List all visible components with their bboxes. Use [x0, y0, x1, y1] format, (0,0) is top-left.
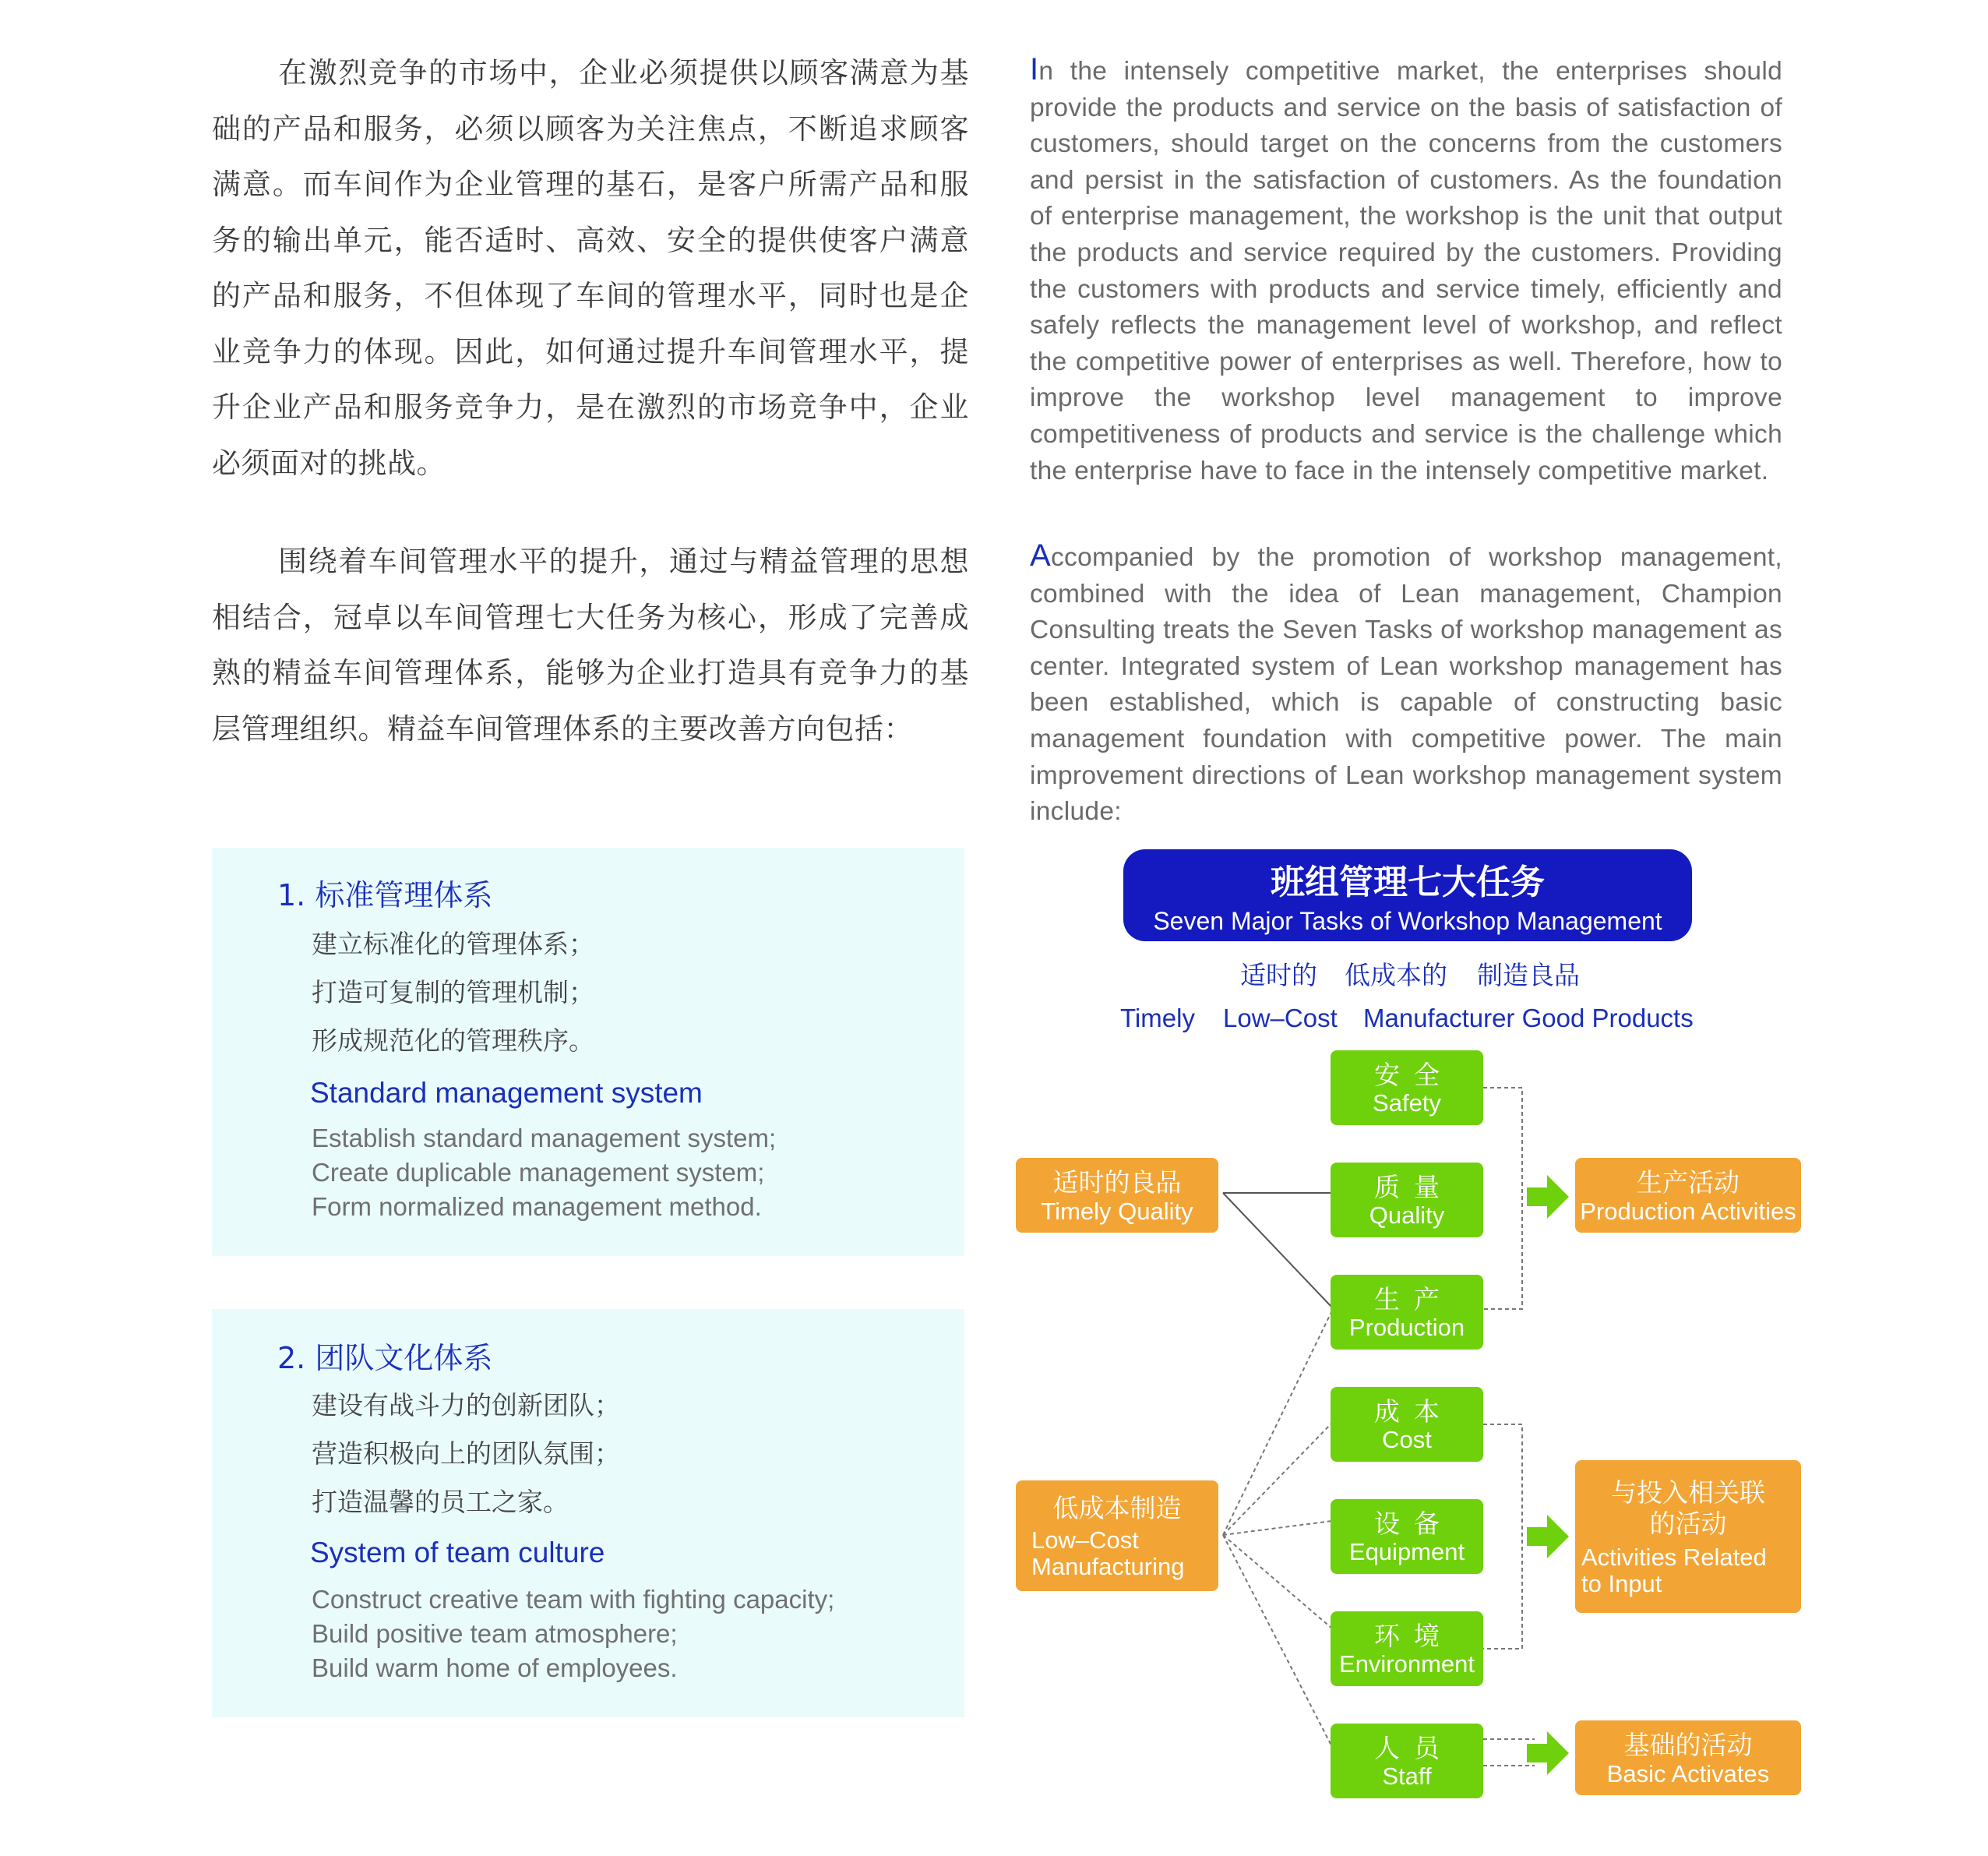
connector-line: [1223, 1311, 1332, 1535]
cn-paragraph-1-text: 在激烈竞争的市场中，企业必须提供以顾客满意为基础的产品和服务，必须以顾客为关注焦点，不断追求顾客满意。而车间作为企业管理的基石，是客户所需产品和服务的输出单元，能否适时、高效、安全的提供使客户满意的产品和服务，不但体现了车间的管理水平，同时也是企业竞争力的体现。因此，如何通过提升车间管理水平，提升企业产品和服务竞争力，是在激烈的市场竞争中，企业必须面对的挑战。: [212, 56, 969, 480]
task-label-cn: 质量: [1374, 1172, 1454, 1202]
cn-paragraph-2-text: 围绕着车间管理水平的提升，通过与精益管理的思想相结合，冠卓以车间管理七大任务为核心，形成了完善成熟的精益车间管理体系，能够为企业打造具有竞争力的基层管理组织。精益车间管理体系的主要改善方向包括：: [212, 545, 969, 746]
node-label-en: to Input: [1581, 1570, 1662, 1597]
arrow-icon: [1527, 1175, 1569, 1219]
task-label-cn: 人员: [1374, 1733, 1454, 1763]
box-en-item: Construct creative team with fighting capacity;: [312, 1585, 835, 1614]
node-label-cn: 低成本制造: [1052, 1493, 1182, 1523]
box-cn-title: 1. 标准管理体系: [277, 878, 493, 912]
box-en-item: Build warm home of employees.: [312, 1653, 678, 1682]
task-equipment: [1331, 1499, 1483, 1574]
task-label-en: Production: [1348, 1314, 1465, 1341]
box-cn-title: 2. 团队文化体系: [277, 1341, 493, 1375]
cn-paragraph-1: [212, 45, 969, 491]
box-en-title: Standard management system: [310, 1077, 703, 1109]
task-label-en: Equipment: [1348, 1538, 1465, 1565]
node-label-en: Production Activities: [1580, 1198, 1796, 1225]
box-en-title: System of team culture: [310, 1537, 605, 1568]
node-label-en: Activities Related: [1581, 1544, 1767, 1571]
drop-initial: I: [1030, 52, 1039, 86]
en-paragraph-1: [1030, 51, 1782, 489]
diagram-header: [1123, 849, 1692, 941]
task-label-en: Staff: [1382, 1762, 1432, 1790]
standard-management-box: [212, 848, 964, 1256]
node-label-cn: 与投入相关联: [1611, 1477, 1765, 1508]
node-production-activities: [1575, 1158, 1801, 1233]
task-label-cn: 设备: [1374, 1508, 1454, 1539]
task-label-cn: 环境: [1374, 1621, 1454, 1651]
en-paragraph-2-text: ccompanied by the promotion of workshop management, combined with the idea of Lean management, Champion Consulting treats the Seven Tasks of workshop management as center. Integrated system of Lean workshop management has been established, which is capable of constructing basic management foundation with competitive power. The main improvement directions of Lean workshop management system include:: [1030, 543, 1782, 827]
node-timely-quality: [1016, 1158, 1218, 1233]
task-label-en: Safety: [1373, 1089, 1441, 1117]
en-paragraph-2: [1030, 538, 1782, 831]
team-culture-box: [212, 1309, 964, 1717]
node-label-cn: 适时的良品: [1052, 1167, 1182, 1198]
node-label-en: Timely Quality: [1041, 1198, 1193, 1225]
subtitle-en: Low–Cost: [1223, 1004, 1338, 1032]
box-en-item: Build positive team atmosphere;: [312, 1619, 678, 1648]
task-label-en: Quality: [1369, 1201, 1445, 1229]
en-paragraph-1-text: n the intensely competitive market, the enterprises should provide the products and service on the basis of satisfaction of customers, should target on the concerns from the customers and persist in the satisfaction of customers. As the foundation of enterprise management, the workshop is the unit that output the products and service required by the customers. Providing the customers with products and service timely, efficiently and safely reflects the management level of workshop, and reflect the competitive power of enterprises as well. Therefore, how to improve the workshop level management to improve competitiveness of products and service is the challenge which the enterprise have to face in the intensely competitive market.: [1030, 57, 1782, 485]
seven-tasks-diagram: [1005, 849, 1831, 1800]
diagram-title-en: Seven Major Tasks of Workshop Management: [1153, 907, 1662, 935]
arrow-icon: [1527, 1515, 1569, 1558]
node-label-en: Low–Cost: [1031, 1526, 1139, 1554]
arrow-icon: [1527, 1731, 1569, 1775]
task-label-en: Cost: [1382, 1426, 1432, 1453]
bracket-1: [1483, 1088, 1522, 1309]
task-production: [1331, 1275, 1483, 1350]
diagram-title-cn: 班组管理七大任务: [1271, 863, 1545, 902]
task-safety: [1331, 1050, 1483, 1125]
connector-line: [1223, 1423, 1332, 1535]
bracket-2: [1483, 1424, 1522, 1649]
box-cn-item: 形成规范化的管理秩序。: [312, 1025, 594, 1056]
node-label-cn: 生产活动: [1637, 1167, 1740, 1198]
box-en-item: Establish standard management system;: [312, 1124, 777, 1152]
box-cn-item: 打造可复制的管理机制；: [312, 977, 594, 1007]
task-label-cn: 成本: [1374, 1396, 1454, 1427]
box-cn-item: 打造温馨的员工之家。: [312, 1487, 569, 1517]
node-low-cost-manufacturing: [1016, 1480, 1218, 1591]
subtitle-cn: 低成本的: [1345, 960, 1447, 990]
box-en-item: Create duplicable management system;: [312, 1158, 765, 1187]
box-cn-item: 建立标准化的管理体系；: [312, 929, 594, 959]
node-label-cn: 基础的活动: [1623, 1730, 1753, 1760]
connector-line: [1223, 1535, 1332, 1628]
box-en-item: Form normalized management method.: [312, 1192, 762, 1221]
subtitle-en: Manufacturer Good Products: [1363, 1004, 1694, 1032]
box-cn-item: 营造积极向上的团队氛围；: [312, 1438, 620, 1469]
connector-line: [1223, 1535, 1332, 1747]
task-label-cn: 生产: [1374, 1284, 1454, 1314]
connector-line: [1223, 1193, 1332, 1307]
connector-line: [1223, 1521, 1332, 1535]
task-label-en: Environment: [1338, 1650, 1475, 1678]
task-cost: [1331, 1387, 1483, 1462]
cn-paragraph-2: [212, 534, 969, 757]
subtitle-cn: 适时的: [1240, 960, 1317, 990]
subtitle-cn: 制造良品: [1477, 960, 1580, 990]
drop-initial: A: [1030, 538, 1051, 573]
task-environment: [1331, 1611, 1483, 1686]
node-basic-activities: [1575, 1720, 1801, 1795]
subtitle-en: Timely: [1120, 1004, 1195, 1032]
task-label-cn: 安全: [1374, 1060, 1454, 1090]
node-input-activities: [1575, 1460, 1801, 1613]
node-label-cn: 的活动: [1649, 1508, 1727, 1539]
task-staff: [1331, 1724, 1483, 1798]
node-label-en: Basic Activates: [1606, 1760, 1770, 1787]
node-label-en: Manufacturing: [1031, 1553, 1185, 1580]
task-quality: [1331, 1163, 1483, 1237]
box-cn-item: 建设有战斗力的创新团队；: [312, 1390, 620, 1420]
